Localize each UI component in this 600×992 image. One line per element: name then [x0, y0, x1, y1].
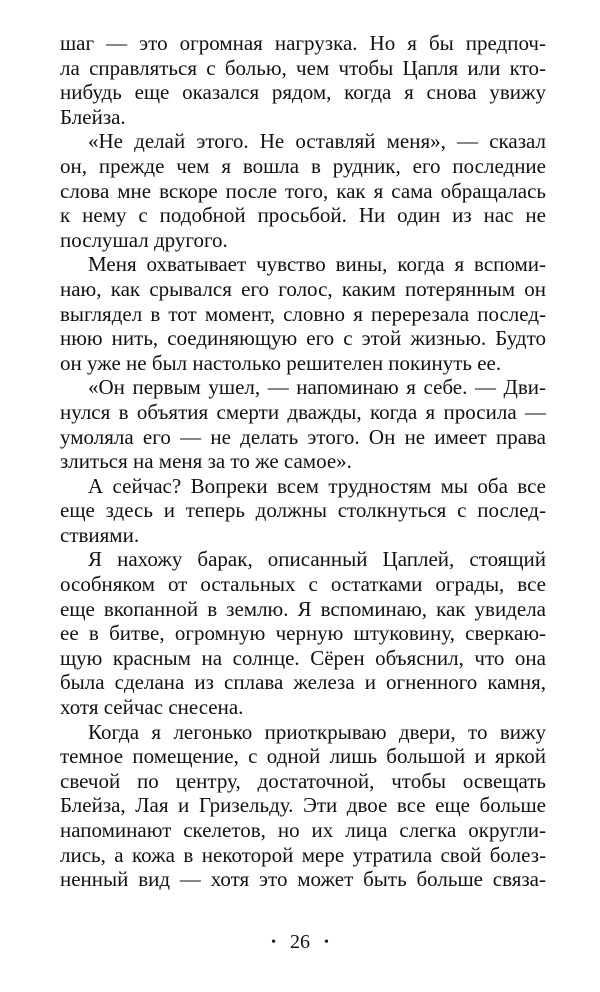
text-line: Когда я легонько приоткрываю двери, то вижу: [88, 719, 546, 744]
paragraph: [60, 375, 546, 473]
text-line: шаг — это огромная нагрузка. Но я бы предпоч-: [60, 31, 546, 55]
text-line: была сделана из сплава железа и огненного камня,: [60, 670, 546, 695]
text-line: умоляла его — не делать этого. Он не имеет права: [60, 424, 546, 449]
text-line: ненный вид — хотя это может быть больше связа-: [60, 867, 546, 892]
page-number: 26: [290, 931, 310, 953]
text-line: наю, как срывался его голос, каким потерянным он: [60, 276, 546, 301]
text-line: нулся в объятия смерти дважды, когда я просила —: [60, 399, 546, 424]
text-line: он, прежде чем я вошла в рудник, его последние: [60, 153, 546, 178]
page-body-text: [60, 31, 546, 892]
text-line: напоминают скелетов, но их лица слегка округли-: [60, 818, 546, 842]
text-line: Меня охватывает чувство вины, когда я вспоми-: [88, 252, 546, 277]
paragraph: [60, 547, 546, 719]
paragraph: [60, 474, 546, 548]
text-line: хотя сейчас снесена.: [60, 695, 244, 720]
text-line: темное помещение, с одной лишь большой и яркой: [60, 744, 546, 769]
text-line: «Он первым ушел, — напоминаю я себе. — Дви-: [88, 375, 546, 400]
text-line: ла справляться с болью, чем чтобы Цапля или кто-: [60, 55, 546, 80]
text-line: Блейза, Лая и Гризельду. Эти двое все еще больше: [60, 793, 546, 818]
text-line: он уже не был настолько решителен покинуть ее.: [60, 350, 502, 375]
paragraph: [60, 720, 546, 892]
text-line: к нему с подобной просьбой. Ни один из нас не: [60, 203, 546, 228]
paragraph: [60, 31, 546, 129]
text-line: ее в битве, огромную черную штуковину, сверкаю-: [60, 621, 546, 646]
text-line: щую красным на солнце. Сёрен объяснил, что она: [60, 645, 546, 670]
paragraph: [60, 252, 546, 375]
text-line: послушал другого.: [60, 227, 228, 252]
text-line: ствиями.: [60, 522, 140, 547]
text-line: нюю нить, соединяющую его с этой жизнью. Будто: [60, 326, 546, 351]
text-line: еще здесь и теперь должны столкнуться с послед-: [60, 498, 546, 523]
text-line: Я нахожу барак, описанный Цаплей, стоящий: [88, 547, 546, 572]
text-line: слова мне вскоре после того, как я сама обращалась: [60, 178, 546, 203]
text-line: еще вкопанной в землю. Я вспоминаю, как увидела: [60, 596, 546, 621]
text-line: Блейза.: [60, 104, 126, 129]
text-line: А сейчас? Вопреки всем трудностям мы оба все: [88, 473, 546, 498]
page-footer: [0, 931, 600, 954]
text-line: выглядел в тот момент, словно я перерезала послед-: [60, 301, 546, 326]
text-line: особняком от остальных с остатками ограды, все: [60, 572, 546, 597]
ornament-dot-right: •: [324, 935, 329, 951]
ornament-dot-left: •: [271, 935, 276, 951]
text-line: лись, а кожа в некоторой мере утратила свой болез-: [60, 842, 546, 867]
text-line: свечой по центру, достаточной, чтобы освещать: [60, 768, 546, 793]
text-line: злиться на меня за то же самое».: [60, 449, 352, 474]
text-line: нибудь еще оказался рядом, когда я снова увижу: [60, 80, 546, 105]
text-line: «Не делай этого. Не оставляй меня», — сказал: [88, 129, 546, 154]
paragraph: [60, 129, 546, 252]
